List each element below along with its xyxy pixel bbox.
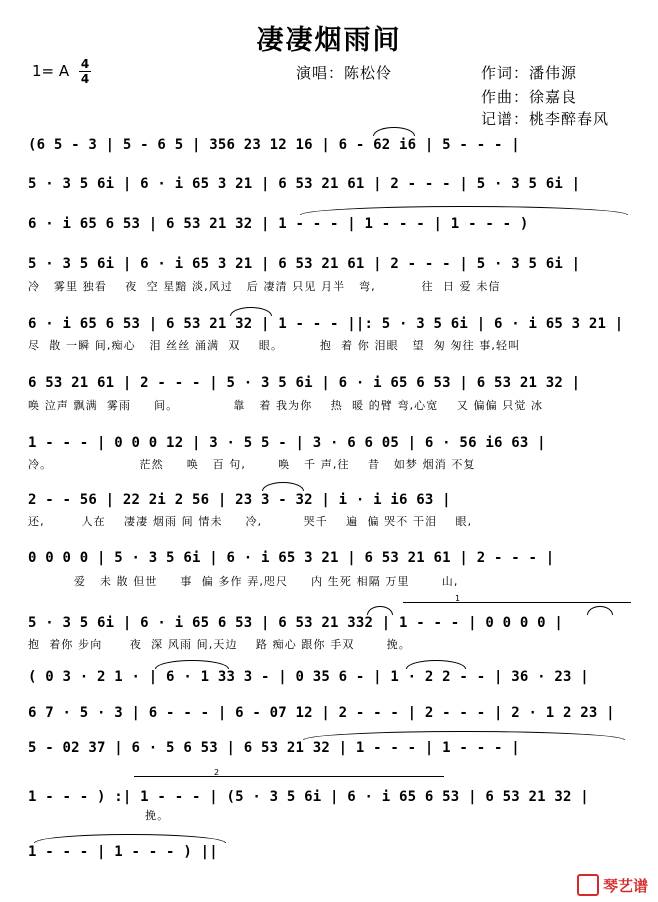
- score-row-13: 5 - 02 37 | 6 · 5 6 53 | 6 53 21 32 | 1 - - - | 1 - - - |: [28, 740, 520, 756]
- score-row-12: 6 7 · 5 · 3 | 6 - - - | 6 - 07 12 | 2 - - - | 2 - - - | 2 · 1 2 23 |: [28, 705, 615, 721]
- slur: [230, 307, 272, 316]
- time-signature: [79, 58, 91, 85]
- lyricist-credit: 作词：潘伟源: [481, 64, 578, 82]
- score-row-1: (6 5 - 3 | 5 - 6 5 | 356 23 12 16 | 6 - 62 i6 | 5 - - - |: [28, 137, 520, 153]
- fermata: [587, 606, 613, 615]
- first-ending-number: 1: [455, 594, 461, 603]
- score-row-7: 1 - - - | 0 0 0 12 | 3 · 5 5 - | 3 · 6 6 05 | 6 · 56 i6 63 |: [28, 435, 546, 451]
- tie: [303, 731, 625, 740]
- slur: [373, 127, 415, 136]
- transcriber-credit: 记谱：桃李醉春风: [481, 110, 610, 128]
- slur: [406, 660, 466, 669]
- lyric-line-8: 挽。: [145, 809, 170, 822]
- composer-credit: 作曲：徐嘉良: [481, 88, 578, 106]
- score-row-2: 5 · 3 5 6i | 6 · i 65 3 21 | 6 53 21 61 | 2 - - - | 5 · 3 5 6i |: [28, 176, 581, 192]
- second-ending-number: 2: [214, 768, 220, 777]
- time-signature-bottom: 4: [80, 72, 90, 86]
- key-signature: 1= A: [32, 62, 70, 80]
- score-row-15: 1 - - - | 1 - - - ) ||: [28, 844, 218, 860]
- lyric-line-3: 唤 泣声 飘满 雾雨 间。 靠 着 我为你 热 暖 的臂 弯,心宽 又 偏偏 只觉 冰: [28, 399, 544, 412]
- watermark-logo: [577, 874, 648, 896]
- score-row-5: 6 · i 65 6 53 | 6 53 21 32 | 1 - - - ||: 5 · 3 5 6i | 6 · i 65 3 21 |: [28, 316, 624, 332]
- score-row-6: 6 53 21 61 | 2 - - - | 5 · 3 5 6i | 6 · i 65 6 53 | 6 53 21 32 |: [28, 375, 581, 391]
- score-row-11: ( 0 3 · 2 1 · | 6 · 1 33 3 - | 0 35 6 - | 1 · 2 2 - - | 36 · 23 |: [28, 669, 589, 685]
- watermark-text: 琴艺谱: [602, 876, 648, 895]
- lyric-line-4: 冷。 茫然 唤 百 句, 唤 千 声,往 昔 如梦 烟消 不复: [28, 458, 476, 471]
- song-title: 凄凄烟雨间: [256, 25, 402, 56]
- score-row-10: 5 · 3 5 6i | 6 · i 65 6 53 | 6 53 21 332 | 1 - - - | 0 0 0 0 |: [28, 615, 563, 631]
- singer-credit: 演唱：陈松伶: [296, 64, 393, 82]
- score-row-9: 0 0 0 0 | 5 · 3 5 6i | 6 · i 65 3 21 | 6 53 21 61 | 2 - - - |: [28, 550, 555, 566]
- first-ending-bracket: [403, 594, 631, 603]
- slur: [155, 660, 229, 669]
- second-ending-bracket: [134, 768, 444, 777]
- tie: [300, 206, 628, 215]
- lyric-line-1: 冷 雾里 独看 夜 空 星黯 淡,风过 后 凄清 只见 月半 弯, 往 日 爱 未信: [28, 280, 501, 293]
- time-signature-top: 4: [80, 57, 90, 71]
- lyric-line-7: 抱 着你 步向 夜 深 风雨 间,天边 路 痴心 跟你 手双 挽。: [28, 638, 411, 651]
- score-row-8: 2 - - 56 | 22 2i 2 56 | 23 3 - 32 | i · i i6 63 |: [28, 492, 451, 508]
- logo-icon: [577, 874, 599, 896]
- lyric-line-2: 尽 散 一瞬 间,痴心 泪 丝丝 涌满 双 眼。 抱 着 你 泪眼 望 匆 匆往 事,轻叫: [28, 339, 521, 352]
- score-row-3: 6 · i 65 6 53 | 6 53 21 32 | 1 - - - | 1 - - - | 1 - - - ): [28, 216, 529, 232]
- lyric-line-5: 还, 人在 凄凄 烟雨 间 情未 冷, 哭千 遍 偏 哭不 干泪 眼,: [28, 515, 473, 528]
- lyric-line-6: 爱 未 散 但世 事 偏 多作 弄,咫尺 内 生死 相隔 万里 山,: [28, 575, 459, 588]
- score-row-4: 5 · 3 5 6i | 6 · i 65 3 21 | 6 53 21 61 | 2 - - - | 5 · 3 5 6i |: [28, 256, 581, 272]
- tie: [34, 834, 226, 843]
- score-row-14: 1 - - - ) :| 1 - - - | (5 · 3 5 6i | 6 · i 65 6 53 | 6 53 21 32 |: [28, 789, 589, 805]
- slur: [367, 606, 393, 615]
- slur: [262, 482, 304, 491]
